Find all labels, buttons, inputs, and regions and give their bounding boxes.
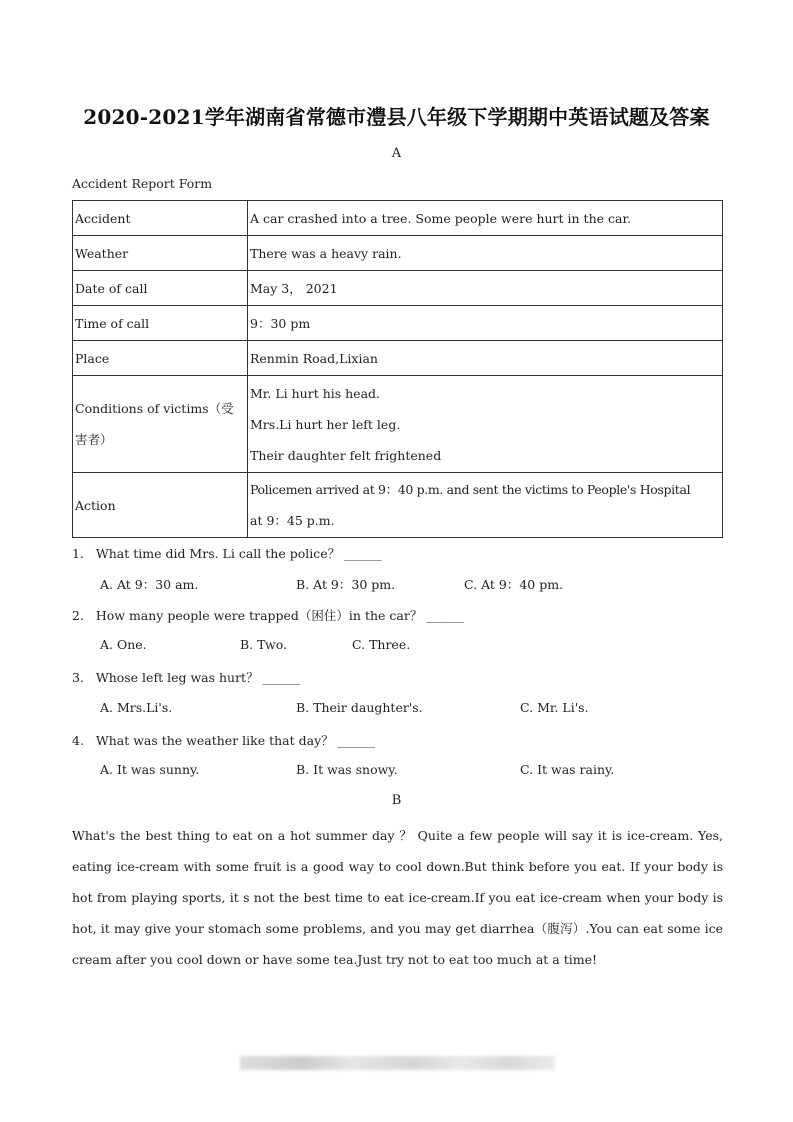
row-key: Place	[73, 341, 248, 376]
table-row	[73, 306, 723, 341]
row-value: There was a heavy rain.	[248, 236, 723, 271]
table-row-action	[73, 473, 723, 538]
question-4-option-c: C. It was rainy.	[520, 762, 615, 777]
question-1-option-b: B. At 9：30 pm.	[296, 577, 396, 592]
table-row	[73, 341, 723, 376]
row-value: 9：30 pm	[248, 306, 723, 341]
question-3-option-b: B. Their daughter's.	[296, 700, 423, 715]
question-2-option-b: B. Two.	[240, 637, 288, 652]
form-label: Accident Report Form	[72, 176, 213, 191]
row-value: A car crashed into a tree. Some people were hurt in the car.	[248, 201, 723, 236]
condition-line: Their daughter felt frightened	[250, 447, 442, 463]
table-row	[73, 201, 723, 236]
question-4-option-a: A. It was sunny.	[100, 762, 200, 777]
question-2-option-c: C. Three.	[352, 637, 411, 652]
page-title: 2020-2021学年湖南省常德市澧县八年级下学期期中英语试题及答案	[83, 105, 710, 129]
passage-b: What's the best thing to eat on a hot summer day ？ Quite a few people will say it is ice-cream. Yes, eating ice-cream with some fruit is a good way to cool down.But think before you eat. If your body is hot from playing sports, it s not the best time to eat ice-cream.If you eat ice-cream when your body is hot, it may give your stomach some problems, and you may get diarrhea（腹泻）.You can eat some ice cream after you cool down or have some tea.Just try not to eat too much at a time!	[72, 828, 723, 967]
action-line: at 9：45 p.m.	[250, 513, 335, 528]
question-3: 3. Whose left leg was hurt？ ______	[72, 670, 301, 685]
row-key: Date of call	[73, 271, 248, 306]
question-4-option-b: B. It was snowy.	[296, 762, 398, 777]
section-a-heading: A	[391, 146, 402, 161]
question-1: 1. What time did Mrs. Li call the police？ ______	[72, 546, 382, 561]
conditions-key: Conditions of victims（受害者）	[73, 376, 248, 473]
row-key: Time of call	[73, 306, 248, 341]
table-row-conditions	[73, 376, 723, 473]
question-2: 2. How many people were trapped（困住）in the car？ ______	[72, 608, 464, 623]
row-key: Weather	[73, 236, 248, 271]
accident-report-table	[72, 200, 723, 538]
blurred-footer-watermark	[240, 1056, 555, 1070]
row-key: Accident	[73, 201, 248, 236]
table-row	[73, 271, 723, 306]
question-3-option-a: A. Mrs.Li's.	[100, 700, 173, 715]
action-key: Action	[73, 473, 248, 538]
question-2-option-a: A. One.	[100, 637, 147, 652]
condition-line: Mrs.Li hurt her left leg.	[250, 416, 401, 432]
action-line: Policemen arrived at 9：40 p.m. and sent the victims to People's Hospital	[250, 482, 691, 497]
row-value: May 3， 2021	[248, 271, 723, 306]
question-1-option-a: A. At 9：30 am.	[100, 577, 199, 592]
question-1-option-c: C. At 9：40 pm.	[464, 577, 564, 592]
question-3-option-c: C. Mr. Li's.	[520, 700, 589, 715]
row-value: Renmin Road,Lixian	[248, 341, 723, 376]
conditions-value	[248, 376, 723, 473]
table-row	[73, 236, 723, 271]
condition-line: Mr. Li hurt his head.	[250, 385, 381, 401]
section-b-heading: B	[391, 793, 402, 808]
action-value	[248, 473, 723, 538]
question-4: 4. What was the weather like that day？ ______	[72, 733, 376, 748]
